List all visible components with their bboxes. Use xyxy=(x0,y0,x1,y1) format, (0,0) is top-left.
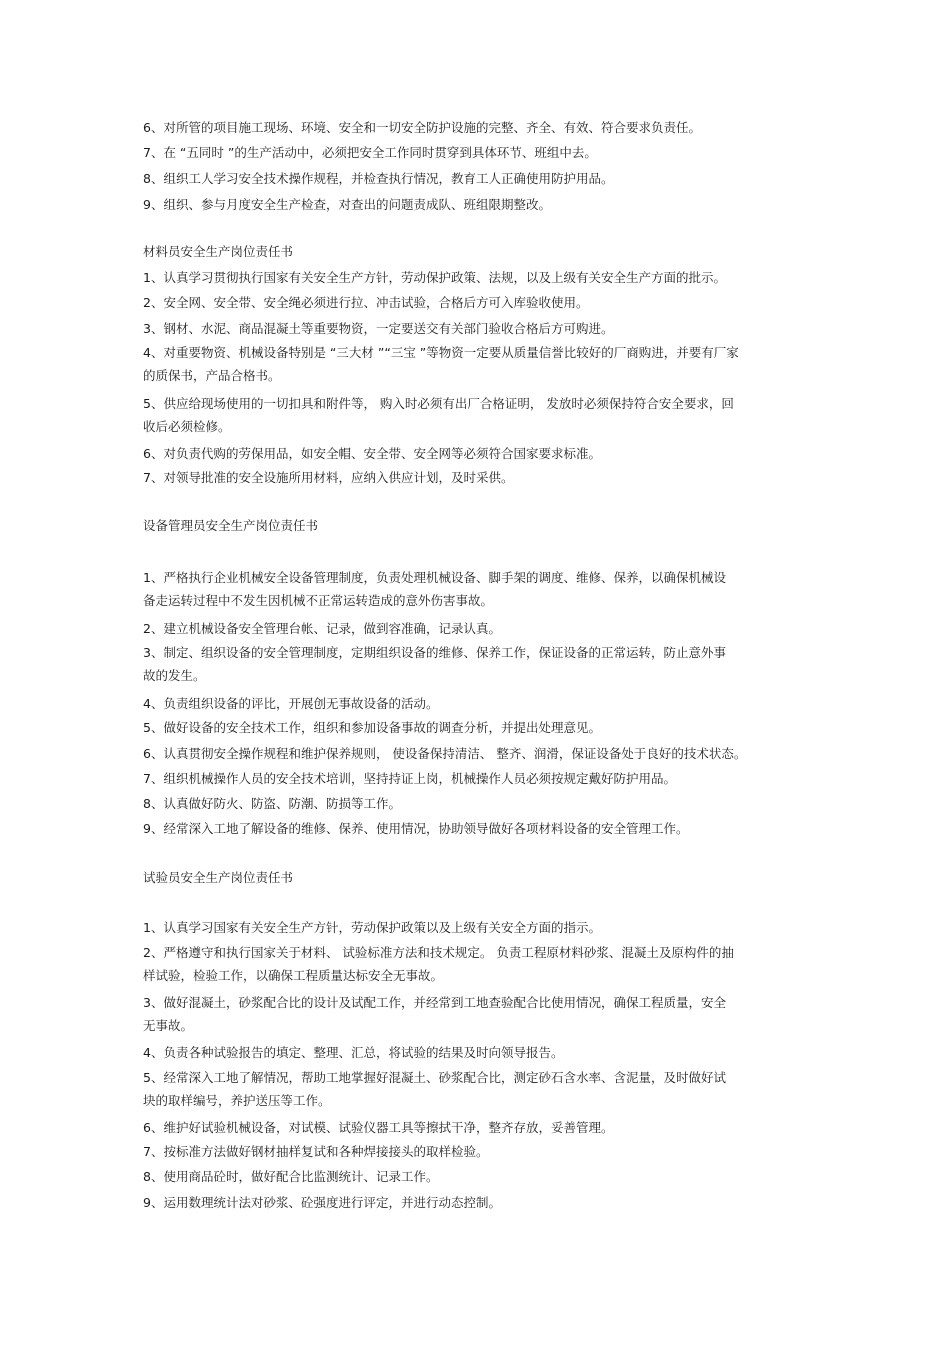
list-item-continued: 的质保书，产品合格书。 xyxy=(143,368,281,383)
list-item: 2、严格遵守和执行国家关于材料、 试验标准方法和技术规定。 负责工程原材料砂浆、混凝土及原构件的抽 xyxy=(143,945,734,960)
list-item: 2、安全网、安全带、安全绳必须进行拉、冲击试验，合格后方可入库验收使用。 xyxy=(143,295,589,310)
list-item: 4、对重要物资、机械设备特别是 “三大材 ”“三宝 ”等物资一定要从质量信誉比较好的厂商购进，并要有厂家 xyxy=(143,345,739,360)
list-item: 8、使用商品砼时，做好配合比监测统计、记录工作。 xyxy=(143,1169,439,1184)
list-item: 1、认真学习国家有关安全生产方针，劳动保护政策以及上级有关安全方面的指示。 xyxy=(143,920,601,935)
list-item-continued: 样试验，检验工作，以确保工程质量达标安全无事故。 xyxy=(143,968,444,983)
list-item-continued: 收后必须检修。 xyxy=(143,419,231,434)
list-item: 6、对负责代购的劳保用品，如安全帽、安全带、安全网等必须符合国家要求标准。 xyxy=(143,446,601,461)
list-item: 3、做好混凝土，砂浆配合比的设计及试配工作，并经常到工地查验配合比使用情况，确保工程质量，安全 xyxy=(143,995,726,1010)
list-item: 9、经常深入工地了解设备的维修、保养、使用情况，协助领导做好各项材料设备的安全管理工作。 xyxy=(143,821,689,836)
list-item: 9、运用数理统计法对砂浆、砼强度进行评定，并进行动态控制。 xyxy=(143,1195,501,1210)
section-title: 设备管理员安全生产岗位责任书 xyxy=(143,518,319,533)
list-item: 7、对领导批准的安全设施所用材料，应纳入供应计划，及时采供。 xyxy=(143,470,514,485)
list-item: 2、建立机械设备安全管理台帐、记录，做到容准确，记录认真。 xyxy=(143,621,501,636)
list-item: 5、做好设备的安全技术工作，组织和参加设备事故的调查分析，并提出处理意见。 xyxy=(143,720,601,735)
list-item: 3、制定、组织设备的安全管理制度，定期组织设备的维修、保养工作，保证设备的正常运转，防止意外事 xyxy=(143,645,726,660)
list-item: 5、供应给现场使用的一切扣具和附件等， 购入时必须有出厂合格证明， 发放时必须保持符合安全要求，回 xyxy=(143,396,734,411)
list-item: 6、认真贯彻安全操作规程和维护保养规则， 使设备保持清洁、 整齐、润滑，保证设备处于良好的技术状态。 xyxy=(143,746,747,761)
list-item: 7、按标准方法做好钢材抽样复试和各种焊接接头的取样检验。 xyxy=(143,1144,489,1159)
list-item: 3、钢材、水泥、商品混凝土等重要物资，一定要送交有关部门验收合格后方可购进。 xyxy=(143,321,614,336)
list-item: 7、在 “五同时 ”的生产活动中，必须把安全工作同时贯穿到具体环节、班组中去。 xyxy=(143,145,597,160)
list-item: 7、组织机械操作人员的安全技术培训，坚持持证上岗，机械操作人员必须按规定戴好防护用品。 xyxy=(143,771,676,786)
list-item-continued: 块的取样编号，养护送压等工作。 xyxy=(143,1093,331,1108)
list-item: 8、认真做好防火、防盗、防潮、防损等工作。 xyxy=(143,796,401,811)
list-item: 1、认真学习贯彻执行国家有关安全生产方针，劳动保护政策、法规，以及上级有关安全生产方面的批示。 xyxy=(143,270,726,285)
list-item-continued: 备走运转过程中不发生因机械不正常运转造成的意外伤害事故。 xyxy=(143,593,494,608)
section-title: 材料员安全生产岗位责任书 xyxy=(143,244,294,259)
list-item: 1、严格执行企业机械安全设备管理制度，负责处理机械设备、脚手架的调度、维修、保养，以确保机械设 xyxy=(143,570,726,585)
list-item: 4、负责组织设备的评比，开展创无事故设备的活动。 xyxy=(143,696,439,711)
list-item: 9、组织、参与月度安全生产检查，对查出的问题责成队、班组限期整改。 xyxy=(143,197,551,212)
list-item: 6、对所管的项目施工现场、环境、安全和一切安全防护设施的完整、齐全、有效、符合要求负责任。 xyxy=(143,120,701,135)
list-item: 8、组织工人学习安全技术操作规程，并检查执行情况，教育工人正确使用防护用品。 xyxy=(143,171,614,186)
list-item-continued: 无事故。 xyxy=(143,1018,194,1033)
section-title: 试验员安全生产岗位责任书 xyxy=(143,870,294,885)
list-item: 6、维护好试验机械设备，对试模、试验仪器工具等擦拭干净，整齐存放，妥善管理。 xyxy=(143,1120,614,1135)
list-item: 5、经常深入工地了解情况，帮助工地掌握好混凝土、砂浆配合比，测定砂石含水率、含泥量，及时做好试 xyxy=(143,1070,726,1085)
list-item: 4、负责各种试验报告的填定、整理、汇总，将试验的结果及时向领导报告。 xyxy=(143,1045,564,1060)
list-item-continued: 故的发生。 xyxy=(143,668,206,683)
